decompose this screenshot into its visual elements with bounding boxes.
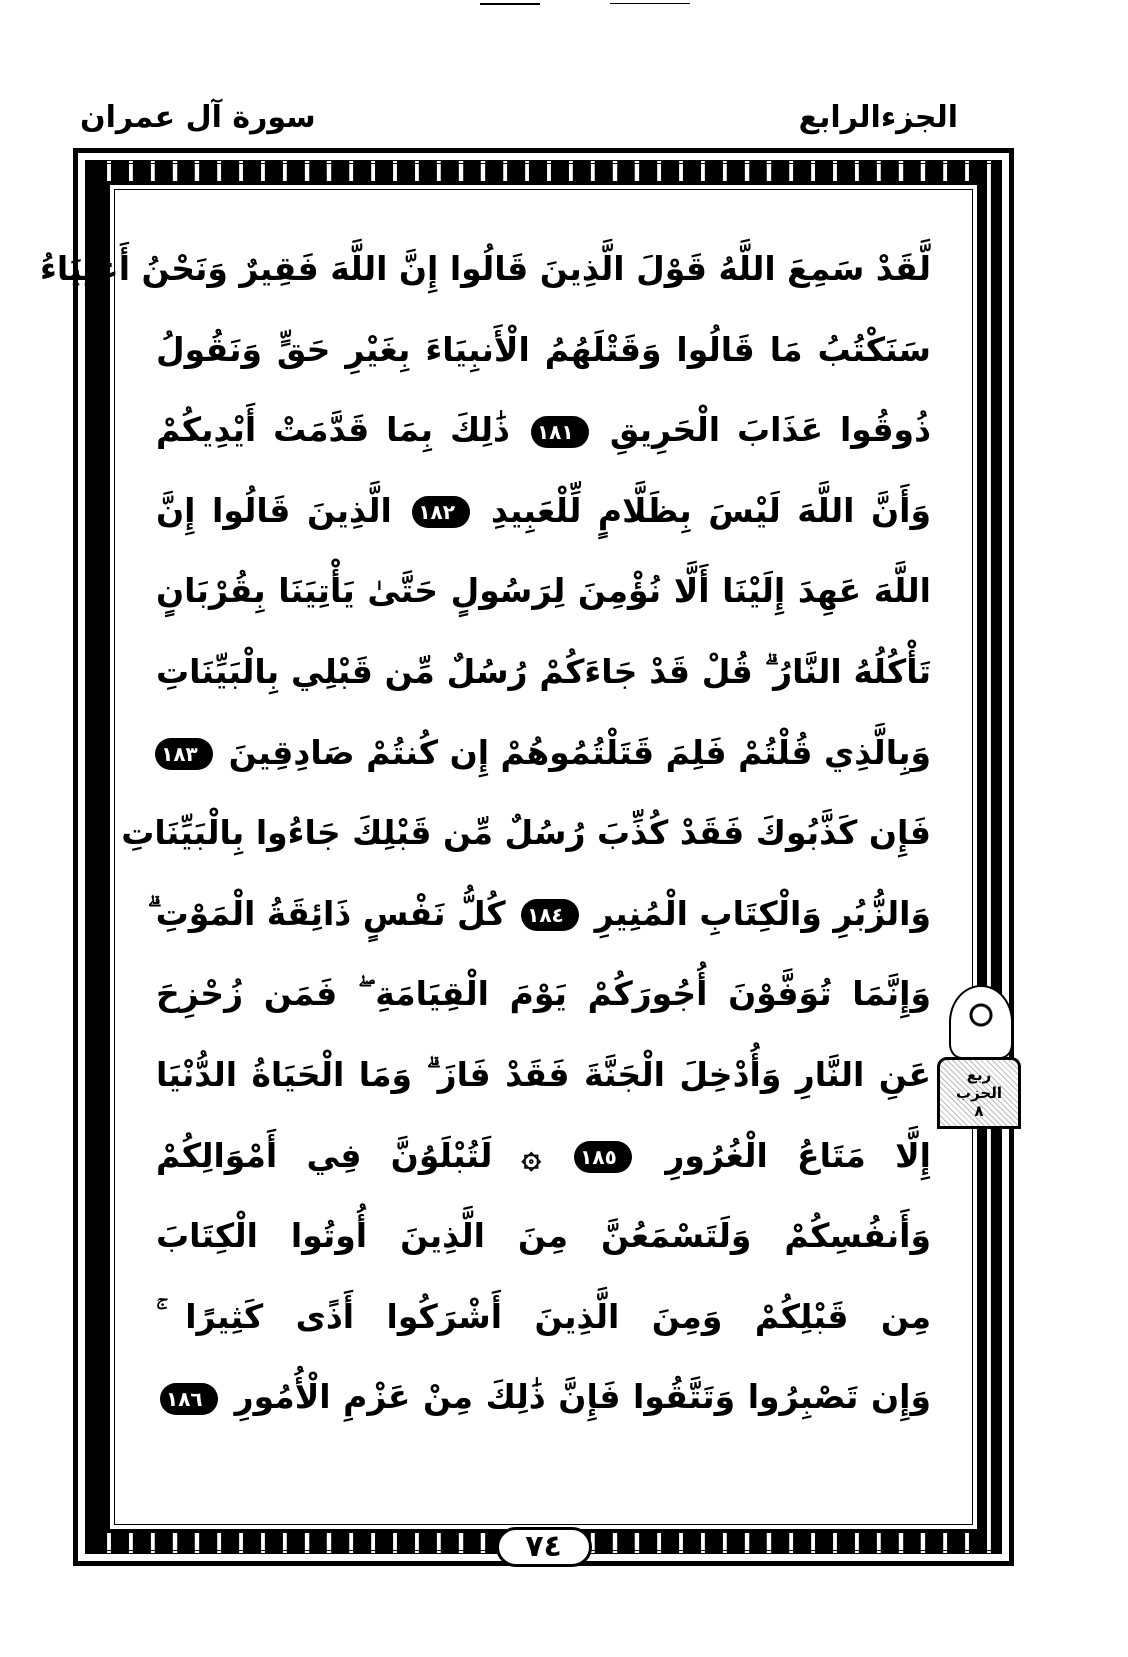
verses-block [39,229,932,1438]
verse-line: تَأْكُلُهُ النَّارُ ۗ قُلْ قَدْ جَاءَكُمْ رُسُلٌ مِّن قَبْلِي بِالْبَيِّنَاتِ [156,651,931,691]
hizb-label-box [937,1057,1021,1129]
ayah-marker: ١٨٣ [155,738,213,770]
ayah-marker: ١٨٥ [574,1141,632,1173]
ornament-icon [949,985,1013,1059]
verse-line: سَنَكْتُبُ مَا قَالُوا وَقَتْلَهُمُ الْأَنبِيَاءَ بِغَيْرِ حَقٍّ وَنَقُولُ [156,329,931,369]
verse-line: عَنِ النَّارِ وَأُدْخِلَ الْجَنَّةَ فَقَدْ فَازَ ۗ وَمَا الْحَيَاةُ الدُّنْيَا [156,1054,931,1094]
verse-line: وَبِالَّذِي قُلْتُمْ فَلِمَ قَتَلْتُمُوهُمْ إِن كُنتُمْ صَادِقِينَ ١٨٣ [156,713,931,794]
page-number: ٧٤ [496,1527,592,1567]
hizb-quarter-label: ربع [966,1066,992,1084]
ayah-marker: ١٨١ [531,416,589,448]
verse-line: لَّقَدْ سَمِعَ اللَّهُ قَوْلَ الَّذِينَ قَالُوا إِنَّ اللَّهَ فَقِيرٌ وَنَحْنُ أَغْنِيَاءُ [39,249,931,288]
surah-title: سورة آل عمران [80,100,316,135]
ayah-marker: ١٨٤ [521,899,579,931]
hizb-marker [937,945,1021,1190]
verse-line: وَإِن تَصْبِرُوا وَتَتَّقُوا فَإِنَّ ذَٰلِكَ مِنْ عَزْمِ الْأُمُورِ ١٨٦ [156,1357,931,1438]
verse-line: وَأَنَّ اللَّهَ لَيْسَ بِظَلَّامٍ لِّلْعَبِيدِ ١٨٢ الَّذِينَ قَالُوا إِنَّ [156,490,931,530]
verse-line: اللَّهَ عَهِدَ إِلَيْنَا أَلَّا نُؤْمِنَ لِرَسُولٍ حَتَّىٰ يَأْتِيَنَا بِقُرْبَانٍ [156,571,931,611]
text-panel [39,181,981,1533]
verse-line: إِلَّا مَتَاعُ الْغُرُورِ ١٨٥ ۞ لَتُبْلَوُنَّ فِي أَمْوَالِكُمْ [156,1135,931,1175]
page-frame [39,148,1014,1566]
hizb-number: ٨ [974,1102,984,1120]
verse-line: وَإِنَّمَا تُوَفَّوْنَ أُجُورَكُمْ يَوْمَ الْقِيَامَةِ ۖ فَمَن زُحْزِحَ [156,974,931,1014]
verse-line: مِن قَبْلِكُمْ وَمِنَ الَّذِينَ أَشْرَكُوا أَذًى كَثِيرًا ۚ [156,1296,931,1336]
ayah-marker: ١٨٢ [412,496,470,528]
verse-line: ذُوقُوا عَذَابَ الْحَرِيقِ ١٨١ ذَٰلِكَ بِمَا قَدَّمَتْ أَيْدِيكُمْ [156,410,932,450]
juz-title: الجزءالرابع [798,100,958,135]
verse-line: فَإِن كَذَّبُوكَ فَقَدْ كُذِّبَ رُسُلٌ مِّن قَبْلِكَ جَاءُوا بِالْبَيِّنَاتِ [121,813,931,853]
verse-line: وَأَنفُسِكُمْ وَلَتَسْمَعُنَّ مِنَ الَّذِينَ أُوتُوا الْكِتَابَ [156,1216,931,1256]
verse-line: وَالزُّبُرِ وَالْكِتَابِ الْمُنِيرِ ١٨٤ كُلُّ نَفْسٍ ذَائِقَةُ الْمَوْتِ ۗ [147,893,931,933]
top-edge-mark [610,3,690,4]
top-edge-mark [480,3,540,5]
hizb-label: الحزب [956,1084,1002,1102]
ayah-marker: ١٨٦ [160,1383,218,1415]
